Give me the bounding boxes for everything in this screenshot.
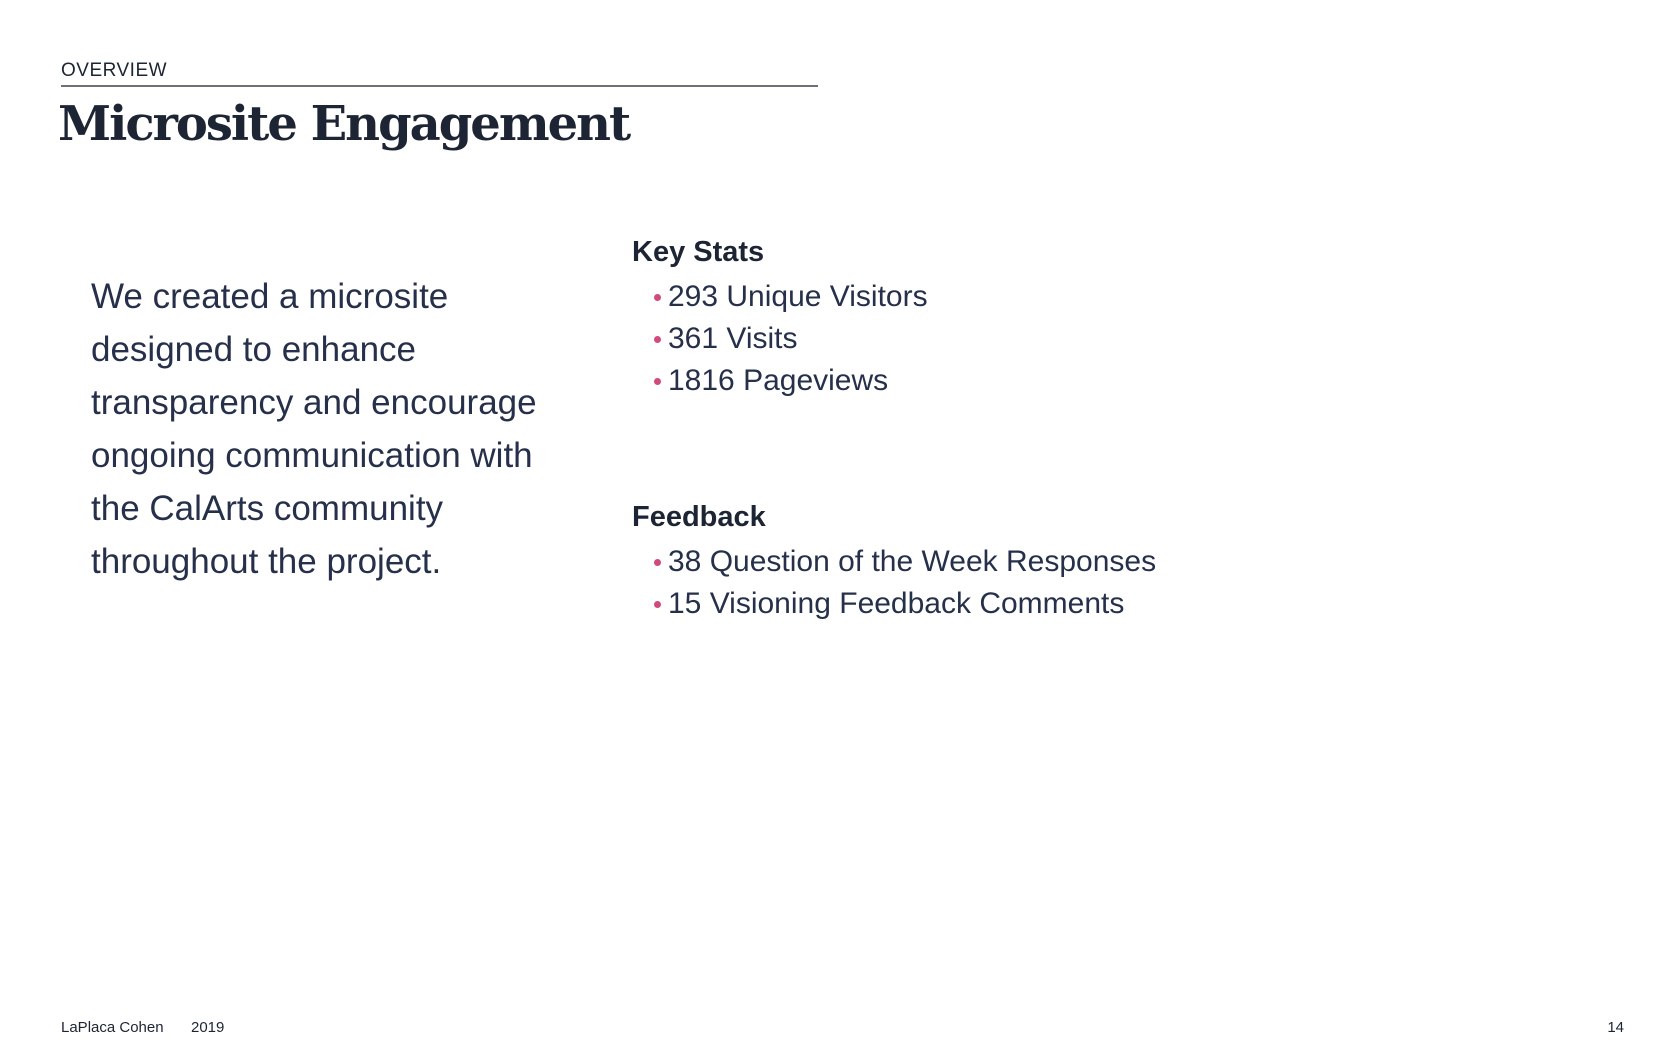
feedback-heading: Feedback (632, 501, 766, 533)
key-stats-heading: Key Stats (632, 236, 765, 268)
key-stats-list (632, 276, 1352, 402)
stat-text: 361 Visits (668, 322, 798, 355)
list-item (654, 276, 1352, 318)
list-item (654, 318, 1352, 360)
key-stats-section (632, 234, 1352, 402)
list-item (654, 541, 1352, 583)
page-number: 14 (1607, 1019, 1624, 1036)
feedback-text: 38 Question of the Week Responses (668, 545, 1157, 578)
list-item (654, 583, 1352, 625)
list-item (654, 360, 1352, 402)
page-title: Microsite Engagement (58, 96, 630, 152)
bullet-icon (654, 601, 661, 608)
feedback-list (632, 541, 1352, 625)
stat-text: 1816 Pageviews (668, 364, 889, 397)
footer-company: LaPlaca Cohen (61, 1019, 164, 1036)
section-eyebrow: OVERVIEW (61, 60, 818, 87)
feedback-text: 15 Visioning Feedback Comments (668, 587, 1125, 620)
stat-text: 293 Unique Visitors (668, 280, 928, 313)
footer-year: 2019 (191, 1019, 225, 1036)
bullet-icon (654, 378, 661, 385)
bullet-icon (654, 336, 661, 343)
intro-paragraph: We created a microsite designed to enhance transparency and encourage ongoing communication with the CalArts community throughout the project. (91, 277, 537, 581)
bullet-icon (654, 294, 661, 301)
bullet-icon (654, 559, 661, 566)
feedback-section (632, 499, 1352, 625)
